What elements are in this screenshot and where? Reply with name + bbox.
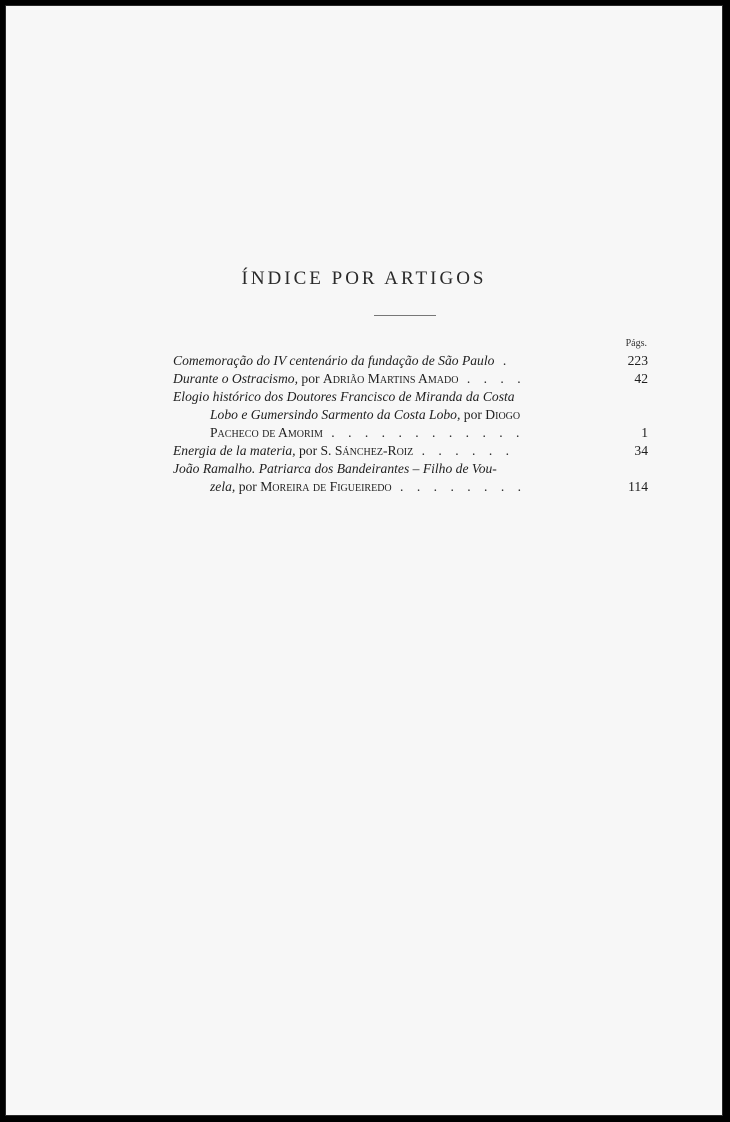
by-word: por [460,407,486,422]
dot-leaders: . . . . . . [413,443,515,458]
page-number: 223 [627,353,648,368]
entry-title: João Ramalho. Patriarca dos Bandeirantes – Filho de Vou- [173,461,497,476]
by-word: por [298,371,323,386]
entry-author: Diogo [485,407,521,422]
toc-entry [173,352,648,370]
entry-author: Moreira de Figueiredo [260,479,392,494]
toc-entry [173,370,648,388]
toc-entry [173,442,648,460]
title-divider [374,315,436,316]
page-number: 42 [634,371,648,386]
entry-author: Adrião Martins Amado [322,371,459,386]
entry-author: S. Sánchez-Roiz [320,443,414,458]
by-word: por [295,443,321,458]
page-title: ÍNDICE POR ARTIGOS [241,268,487,289]
page-number: 34 [634,443,648,458]
entry-title: Elogio histórico dos Doutores Francisco de Miranda da Costa [173,389,515,404]
pages-column-label: Págs. [625,338,647,349]
entry-title: Durante o Ostracismo, [173,371,298,386]
toc-entry [173,460,648,496]
entry-title-continued: Lobo e Gumersindo Sarmento da Costa Lobo, [210,407,461,422]
dot-leaders: . . . . [458,371,526,386]
table-of-contents [173,352,648,496]
entry-author-continued: Pacheco de Amorim [210,425,323,440]
dot-leaders: . . . . . . . . [391,479,527,494]
document-page [5,5,723,1116]
entry-title: Energia de la materia, [173,443,296,458]
page-number: 114 [628,479,648,494]
entry-title: Comemoração do IV centenário da fundação de São Paulo [173,353,495,368]
toc-entry [173,388,648,442]
page-number: 1 [641,425,648,440]
entry-title-continued: zela, [210,479,236,494]
dot-leaders: . . . . . . . . . . . . [322,425,525,440]
by-word: por [235,479,261,494]
dot-leaders: . [494,353,512,368]
